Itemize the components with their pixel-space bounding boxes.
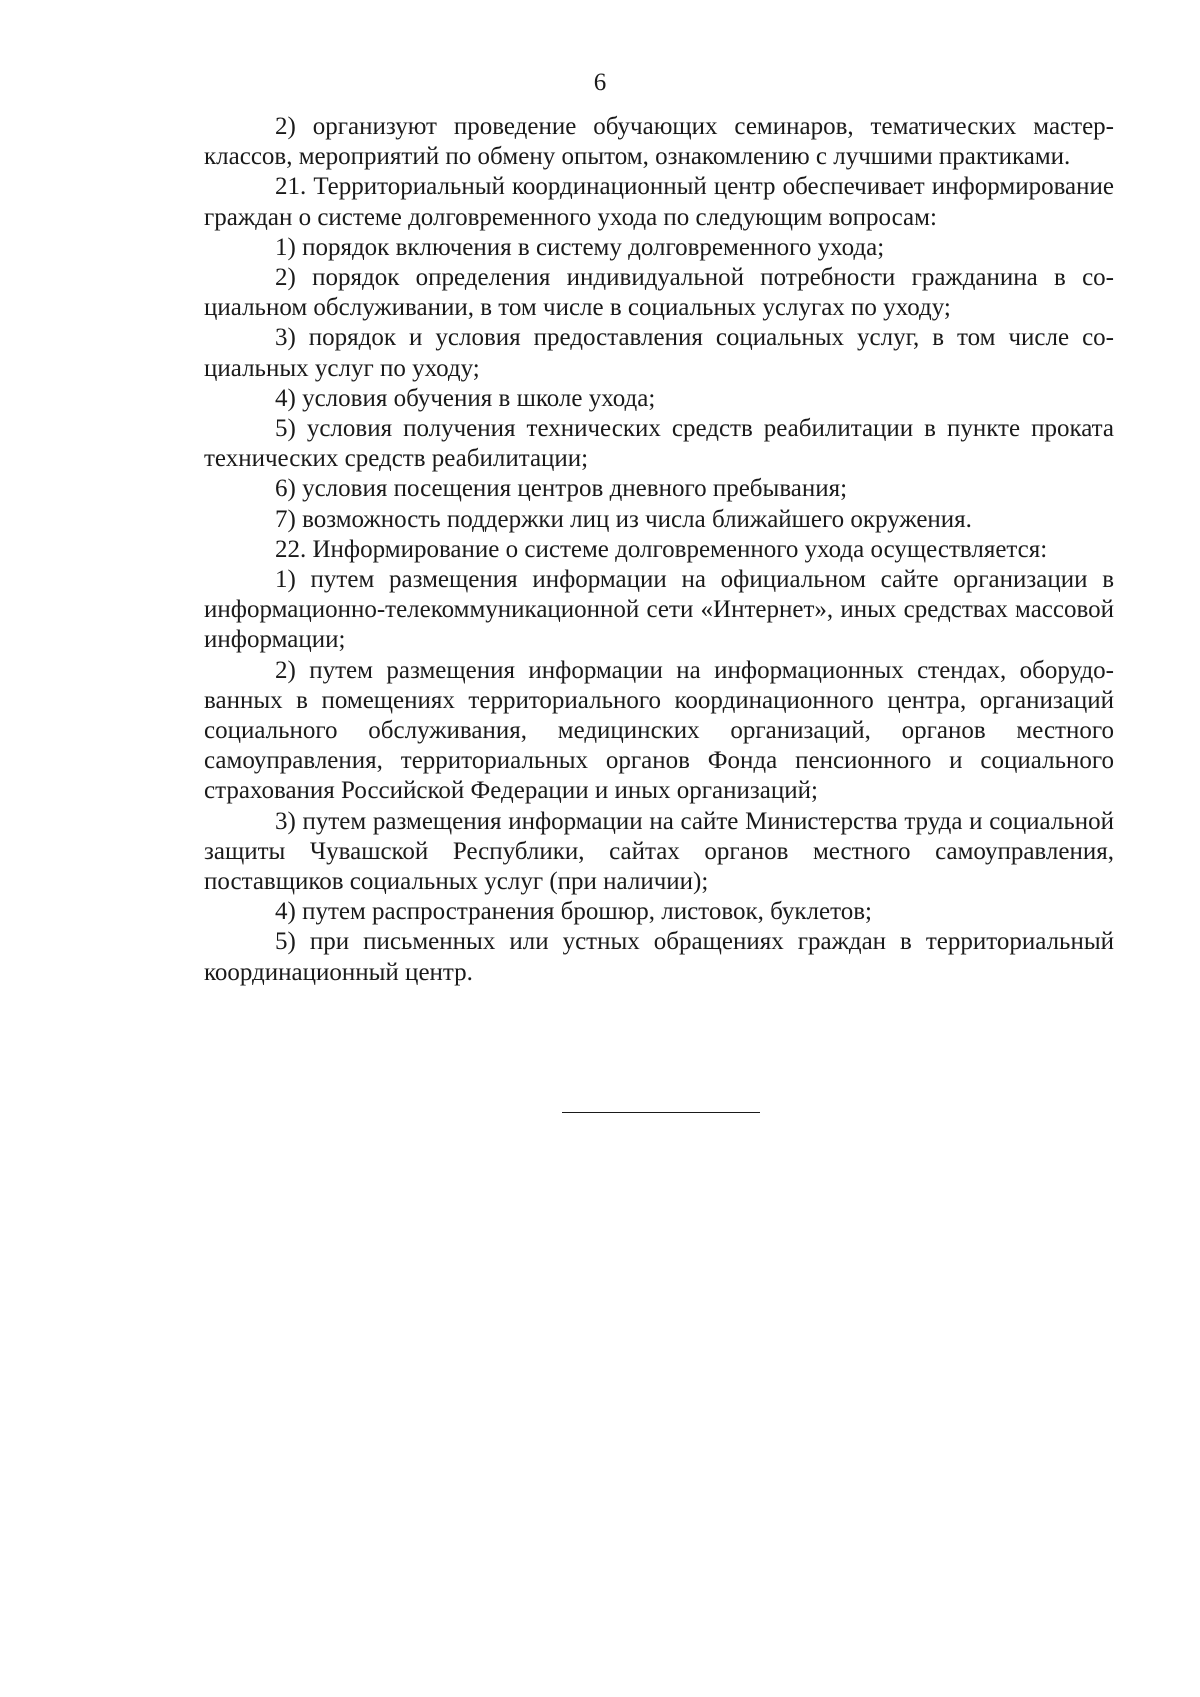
paragraph-22-item-5: 5) при письменных или устных обращениях граждан в территориальный координационный центр. [204,928,1114,986]
paragraph-21-item-2: 2) порядок определения индивидуальной потребности гражданина в социальном обслуживании, в том числе в социальных услугах по уходу; [204,264,1114,322]
paragraph-21-item-4: 4) условия обучения в школе ухода; [275,384,656,412]
page-number: 6 [593,69,607,96]
paragraph-21: 21. Территориальный координационный центр обеспечивает информирование граждан о системе долговременного ухода по следующим вопросам: [204,173,1114,231]
paragraph-22-item-4: 4) путем распространения брошюр, листовок, буклетов; [275,898,872,926]
document-body [204,112,1114,988]
paragraph-21-item-7: 7) возможность поддержки лиц из числа ближайшего окружения. [275,505,972,533]
paragraph-item-2-training: 2) организуют проведение обучающих семинаров, тематических мастер-классов, мероприятий по обмену опытом, ознакомлению с лучшими практиками. [204,113,1114,171]
paragraph-22-item-1: 1) путем размещения информации на официальном сайте организации в информационно-телекоммуникационной сети «Интернет», иных средствах массовой информации; [204,566,1114,654]
paragraph-21-item-6: 6) условия посещения центров дневного пребывания; [275,475,848,503]
paragraph-22-item-3: 3) путем размещения информации на сайте Министерства труда и социальной защиты Чувашской Республики, сайтах органов местного самоуправления, поставщиков социальных услуг (при наличии); [204,807,1114,896]
end-of-document-rule [562,1112,760,1113]
paragraph-22: 22. Информирование о системе долговременного ухода осуществляется: [275,535,1048,563]
paragraph-22-item-2: 2) путем размещения информации на информационных стендах, оборудованных в помещениях территориального координационного центра, организаций социального обслуживания, медицинских организаций, органов местного самоуправления, территориальных органов Фонда пенсионного и социального страхования Российской Федерации и иных организаций; [204,656,1114,805]
paragraph-21-item-3: 3) порядок и условия предоставления социальных услуг, в том числе социальных услуг по уходу; [204,324,1114,382]
paragraph-21-item-5: 5) условия получения технических средств реабилитации в пункте проката технических средств реабилитации; [204,415,1114,473]
paragraph-21-item-1: 1) порядок включения в систему долговременного ухода; [275,233,885,261]
